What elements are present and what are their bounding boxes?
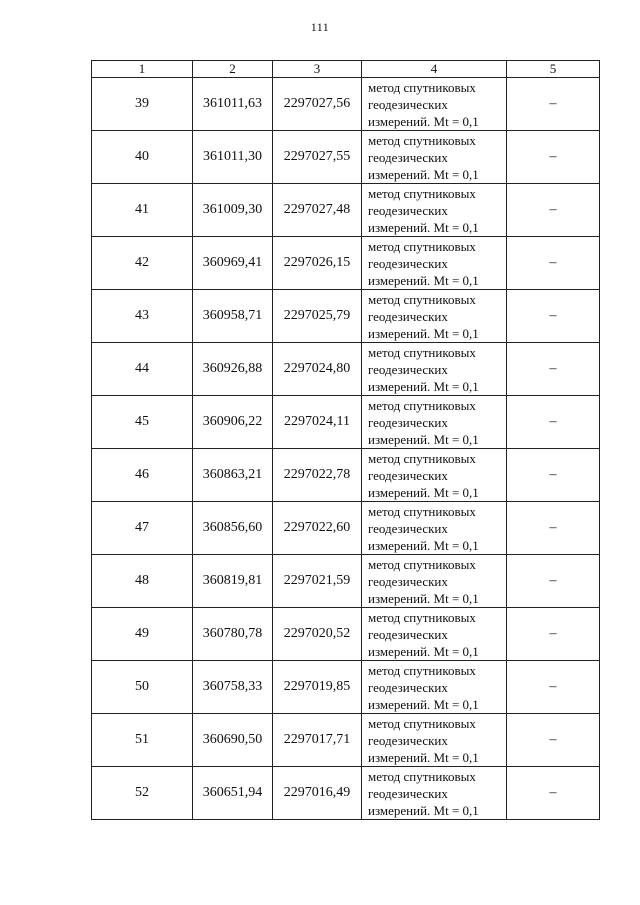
method-line: метод спутниковых bbox=[368, 715, 476, 731]
note-cell: – bbox=[507, 714, 600, 767]
y-coordinate-cell: 2297017,71 bbox=[273, 714, 362, 767]
method-line: метод спутниковых bbox=[368, 768, 476, 784]
x-coordinate-cell: 360690,50 bbox=[193, 714, 273, 767]
method-line: измерений. Mt = 0,1 bbox=[368, 166, 479, 182]
method-line: измерений. Mt = 0,1 bbox=[368, 325, 479, 341]
note-cell: – bbox=[507, 502, 600, 555]
page-number: 111 bbox=[310, 20, 330, 34]
method-line: метод спутниковых bbox=[368, 238, 476, 254]
point-number-cell: 45 bbox=[92, 396, 193, 449]
table-row bbox=[92, 131, 600, 184]
point-number-cell: 47 bbox=[92, 502, 193, 555]
table-row bbox=[92, 555, 600, 608]
note-cell: – bbox=[507, 555, 600, 608]
method-cell bbox=[362, 78, 507, 131]
x-coordinate-cell: 360780,78 bbox=[193, 608, 273, 661]
method-line: метод спутниковых bbox=[368, 662, 476, 678]
x-coordinate-cell: 360863,21 bbox=[193, 449, 273, 502]
method-line: измерений. Mt = 0,1 bbox=[368, 431, 479, 447]
method-line: метод спутниковых bbox=[368, 609, 476, 625]
x-coordinate-cell: 361011,30 bbox=[193, 131, 273, 184]
point-number-cell: 49 bbox=[92, 608, 193, 661]
table-row bbox=[92, 449, 600, 502]
x-coordinate-cell: 361011,63 bbox=[193, 78, 273, 131]
method-cell bbox=[362, 714, 507, 767]
method-line: измерений. Mt = 0,1 bbox=[368, 590, 479, 606]
table-body bbox=[92, 78, 600, 820]
y-coordinate-cell: 2297022,60 bbox=[273, 502, 362, 555]
table-row bbox=[92, 290, 600, 343]
method-line: геодезических bbox=[368, 149, 448, 165]
method-line: геодезических bbox=[368, 467, 448, 483]
y-coordinate-cell: 2297024,11 bbox=[273, 396, 362, 449]
y-coordinate-cell: 2297027,55 bbox=[273, 131, 362, 184]
point-number-cell: 46 bbox=[92, 449, 193, 502]
method-line: метод спутниковых bbox=[368, 185, 476, 201]
method-line: геодезических bbox=[368, 732, 448, 748]
x-coordinate-cell: 360969,41 bbox=[193, 237, 273, 290]
y-coordinate-cell: 2297021,59 bbox=[273, 555, 362, 608]
table-row bbox=[92, 608, 600, 661]
method-cell bbox=[362, 343, 507, 396]
method-line: метод спутниковых bbox=[368, 132, 476, 148]
method-line: геодезических bbox=[368, 520, 448, 536]
method-line: геодезических bbox=[368, 96, 448, 112]
method-cell bbox=[362, 608, 507, 661]
note-cell: – bbox=[507, 131, 600, 184]
method-line: измерений. Mt = 0,1 bbox=[368, 113, 479, 129]
column-header-1: 1 bbox=[92, 61, 193, 78]
method-line: метод спутниковых bbox=[368, 291, 476, 307]
coordinates-table bbox=[91, 60, 600, 820]
method-line: геодезических bbox=[368, 202, 448, 218]
method-line: измерений. Mt = 0,1 bbox=[368, 643, 479, 659]
method-line: геодезических bbox=[368, 785, 448, 801]
point-number-cell: 43 bbox=[92, 290, 193, 343]
column-header-5: 5 bbox=[507, 61, 600, 78]
table-row bbox=[92, 343, 600, 396]
method-line: геодезических bbox=[368, 414, 448, 430]
x-coordinate-cell: 360651,94 bbox=[193, 767, 273, 820]
method-line: измерений. Mt = 0,1 bbox=[368, 484, 479, 500]
y-coordinate-cell: 2297027,56 bbox=[273, 78, 362, 131]
method-cell bbox=[362, 131, 507, 184]
x-coordinate-cell: 360958,71 bbox=[193, 290, 273, 343]
method-line: метод спутниковых bbox=[368, 397, 476, 413]
method-line: геодезических bbox=[368, 573, 448, 589]
y-coordinate-cell: 2297020,52 bbox=[273, 608, 362, 661]
x-coordinate-cell: 360819,81 bbox=[193, 555, 273, 608]
table-row bbox=[92, 767, 600, 820]
note-cell: – bbox=[507, 661, 600, 714]
method-cell bbox=[362, 661, 507, 714]
table-row bbox=[92, 714, 600, 767]
point-number-cell: 48 bbox=[92, 555, 193, 608]
method-cell bbox=[362, 237, 507, 290]
note-cell: – bbox=[507, 449, 600, 502]
note-cell: – bbox=[507, 184, 600, 237]
method-line: измерений. Mt = 0,1 bbox=[368, 272, 479, 288]
y-coordinate-cell: 2297024,80 bbox=[273, 343, 362, 396]
method-line: геодезических bbox=[368, 679, 448, 695]
method-cell bbox=[362, 290, 507, 343]
y-coordinate-cell: 2297027,48 bbox=[273, 184, 362, 237]
method-line: геодезических bbox=[368, 255, 448, 271]
column-header-3: 3 bbox=[273, 61, 362, 78]
method-line: метод спутниковых bbox=[368, 450, 476, 466]
point-number-cell: 50 bbox=[92, 661, 193, 714]
point-number-cell: 51 bbox=[92, 714, 193, 767]
column-header-2: 2 bbox=[193, 61, 273, 78]
x-coordinate-cell: 360926,88 bbox=[193, 343, 273, 396]
x-coordinate-cell: 360758,33 bbox=[193, 661, 273, 714]
method-line: измерений. Mt = 0,1 bbox=[368, 537, 479, 553]
y-coordinate-cell: 2297026,15 bbox=[273, 237, 362, 290]
point-number-cell: 39 bbox=[92, 78, 193, 131]
method-line: измерений. Mt = 0,1 bbox=[368, 802, 479, 818]
note-cell: – bbox=[507, 237, 600, 290]
point-number-cell: 42 bbox=[92, 237, 193, 290]
method-cell bbox=[362, 767, 507, 820]
table-row bbox=[92, 396, 600, 449]
point-number-cell: 41 bbox=[92, 184, 193, 237]
x-coordinate-cell: 360906,22 bbox=[193, 396, 273, 449]
x-coordinate-cell: 360856,60 bbox=[193, 502, 273, 555]
method-line: измерений. Mt = 0,1 bbox=[368, 749, 479, 765]
method-line: метод спутниковых bbox=[368, 344, 476, 360]
note-cell: – bbox=[507, 78, 600, 131]
method-line: измерений. Mt = 0,1 bbox=[368, 219, 479, 235]
method-cell bbox=[362, 184, 507, 237]
x-coordinate-cell: 361009,30 bbox=[193, 184, 273, 237]
table-row bbox=[92, 184, 600, 237]
point-number-cell: 40 bbox=[92, 131, 193, 184]
method-line: геодезических bbox=[368, 626, 448, 642]
note-cell: – bbox=[507, 343, 600, 396]
table-header-row bbox=[92, 61, 600, 78]
method-line: метод спутниковых bbox=[368, 503, 476, 519]
method-line: геодезических bbox=[368, 308, 448, 324]
method-line: измерений. Mt = 0,1 bbox=[368, 378, 479, 394]
method-cell bbox=[362, 396, 507, 449]
y-coordinate-cell: 2297025,79 bbox=[273, 290, 362, 343]
y-coordinate-cell: 2297019,85 bbox=[273, 661, 362, 714]
method-cell bbox=[362, 555, 507, 608]
table-row bbox=[92, 78, 600, 131]
point-number-cell: 44 bbox=[92, 343, 193, 396]
note-cell: – bbox=[507, 396, 600, 449]
note-cell: – bbox=[507, 608, 600, 661]
y-coordinate-cell: 2297022,78 bbox=[273, 449, 362, 502]
method-line: геодезических bbox=[368, 361, 448, 377]
y-coordinate-cell: 2297016,49 bbox=[273, 767, 362, 820]
table-row bbox=[92, 661, 600, 714]
method-line: измерений. Mt = 0,1 bbox=[368, 696, 479, 712]
table-row bbox=[92, 237, 600, 290]
method-line: метод спутниковых bbox=[368, 79, 476, 95]
note-cell: – bbox=[507, 290, 600, 343]
note-cell: – bbox=[507, 767, 600, 820]
table-row bbox=[92, 502, 600, 555]
method-line: метод спутниковых bbox=[368, 556, 476, 572]
column-header-4: 4 bbox=[362, 61, 507, 78]
method-cell bbox=[362, 502, 507, 555]
point-number-cell: 52 bbox=[92, 767, 193, 820]
method-cell bbox=[362, 449, 507, 502]
